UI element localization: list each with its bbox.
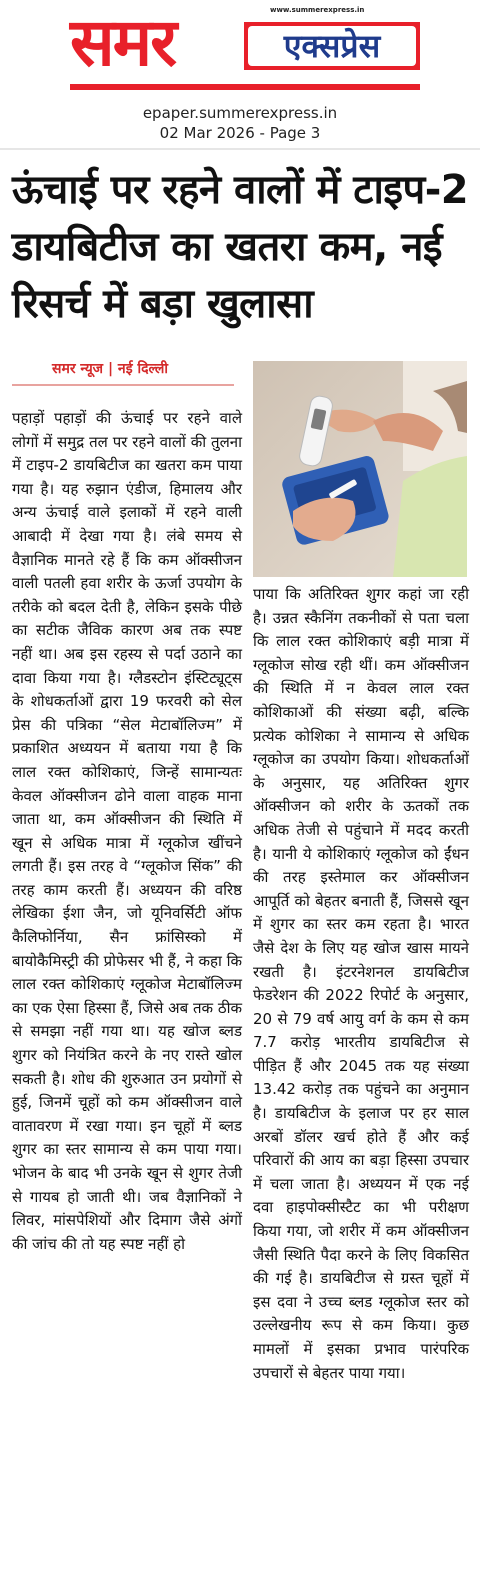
article-photo <box>253 361 467 577</box>
byline-rule <box>12 384 234 386</box>
logo-main-text: समर <box>70 4 176 81</box>
epaper-date: 02 Mar 2026 - Page 3 <box>159 124 321 142</box>
article-body-left: पहाड़ों पहाड़ों की ऊंचाई पर रहने वाले लोगों में समुद्र तल पर रहने वालों की तुलना में टाइप-2 डायबिटीज का खतरा कम पाया गया है। यह रुझान एंडीज, हिमालय और अन्य ऊंचाई वाले इलाकों में रहने वाली आबादी में देखा गया है। लंबे समय से वैज्ञानिक मानते रहे हैं कि कम ऑक्सीजन वाली पतली हवा शरीर के ऊर्जा उपयोग के तरीके को बदल देती है, लेकिन इसके पीछे का सटीक जैविक कारण अब तक स्पष्ट नहीं था। अब इस रहस्य से पर्दा उठाने का दावा किया गया है। ग्लैडस्टोन इंस्टिट्यूट्स के शोधकर्ताओं द्वारा 19 फरवरी को सेल प्रेस की पत्रिका “सेल मेटाबॉलिज्म” में प्रकाशित अध्ययन में बताया गया है कि लाल रक्त कोशिकाएं, जिन्हें सामान्यतः केवल ऑक्सीजन ढोने वाला वाहक माना जाता था, कम ऑक्सीजन की स्थिति में खून से अधिक मात्रा में ग्लूकोज खींचने लगती हैं। इस तरह वे “ग्लूकोज सिंक” की तरह काम करती हैं। अध्ययन की वरिष्ठ लेखिका ईशा जैन, जो यूनिवर्सिटी ऑफ कैलिफोर्निया, सैन फ्रांसिस्को में बायोकैमिस्ट्री की प्रोफेसर भी हैं, ने कहा कि लाल रक्त कोशिकाएं ग्लूकोज मेटाबॉलिज्म का एक ऐसा हिस्सा हैं, जिसे अब तक ठीक से समझा नहीं गया था। यह खोज ब्लड शुगर को नियंत्रित करने के नए रास्ते खोल सकती है। शोध की शुरुआत उन प्रयोगों से हुई, जिनमें चूहों को कम ऑक्सीजन वाले वातावरण में रखा गया। इन चूहों में ब्लड शुगर का स्तर सामान्य से कम पाया गया। भोजन के बाद भी उनके खून से शुगर तेजी से गायब हो जाती थी। जब वैज्ञानिकों ने लिवर, मांसपेशियों और दिमाग जैसे अंगों की जांच की तो यह स्पष्ट नहीं हो <box>12 409 242 1253</box>
glucose-meter-photo <box>253 361 467 577</box>
article-body-right: पाया कि अतिरिक्त शुगर कहां जा रही है। उन्नत स्कैनिंग तकनीकों से पता चला कि लाल रक्त कोशिकाएं बड़ी मात्रा में ग्लूकोज सोख रही थीं। कम ऑक्सीजन की स्थिति में न केवल लाल रक्त कोशिकाओं की संख्या बढ़ी, बल्कि प्रत्येक कोशिका ने सामान्य से अधिक ग्लूकोज का उपयोग किया। शोधकर्ताओं के अनुसार, यह अतिरिक्त शुगर ऑक्सीजन को शरीर के ऊतकों तक अधिक तेजी से पहुंचाने में मदद करती है। यानी ये कोशिकाएं ग्लूकोज को ईंधन की तरह इस्तेमाल कर ऑक्सीजन आपूर्ति को बेहतर बनाती हैं, जिससे खून में शुगर का स्तर कम रहता है। भारत जैसे देश के लिए यह खोज खास मायने रखती है। इंटरनेशनल डायबिटीज फेडरेशन की 2022 रिपोर्ट के अनुसार, 20 से 79 वर्ष आयु वर्ग के कम से कम 7.7 करोड़ भारतीय डायबिटीज से पीड़ित हैं और 2045 तक यह संख्या 13.42 करोड़ तक पहुंचने का अनुमान है। डायबिटीज के इलाज पर हर साल अरबों डॉलर खर्च होते हैं और कई परिवारों की आय का बड़ा हिस्सा उपचार में चला जाता है। अध्ययन में एक नई दवा हाइपोक्सीस्टैट का भी परीक्षण किया गया, जो शरीर में कम ऑक्सीजन जैसी स्थिति पैदा करने के लिए विकसित की गई है। डायबिटीज से ग्रस्त चूहों में इस दवा ने उच्च ब्लड ग्लूकोज स्तर को उल्लेखनीय रूप से कम किया। कुछ मामलों में इसका प्रभाव पारंपरिक उपचारों से बेहतर पाया गया। <box>253 585 469 1382</box>
article-headline: ऊंचाई पर रहने वालों में टाइप-2 डायबिटीज का खतरा कम, नई रिसर्च में बड़ा खुलासा <box>12 167 469 327</box>
logo-sub-text: एक्सप्रेस <box>248 26 416 66</box>
epaper-domain: epaper.summerexpress.in <box>142 104 338 122</box>
article-byline: समर न्यूज | नई दिल्ली <box>52 361 168 377</box>
logo-underline <box>70 84 420 90</box>
masthead <box>0 0 480 150</box>
site-url: www.summerexpress.in <box>270 6 365 14</box>
header-divider <box>0 148 480 150</box>
